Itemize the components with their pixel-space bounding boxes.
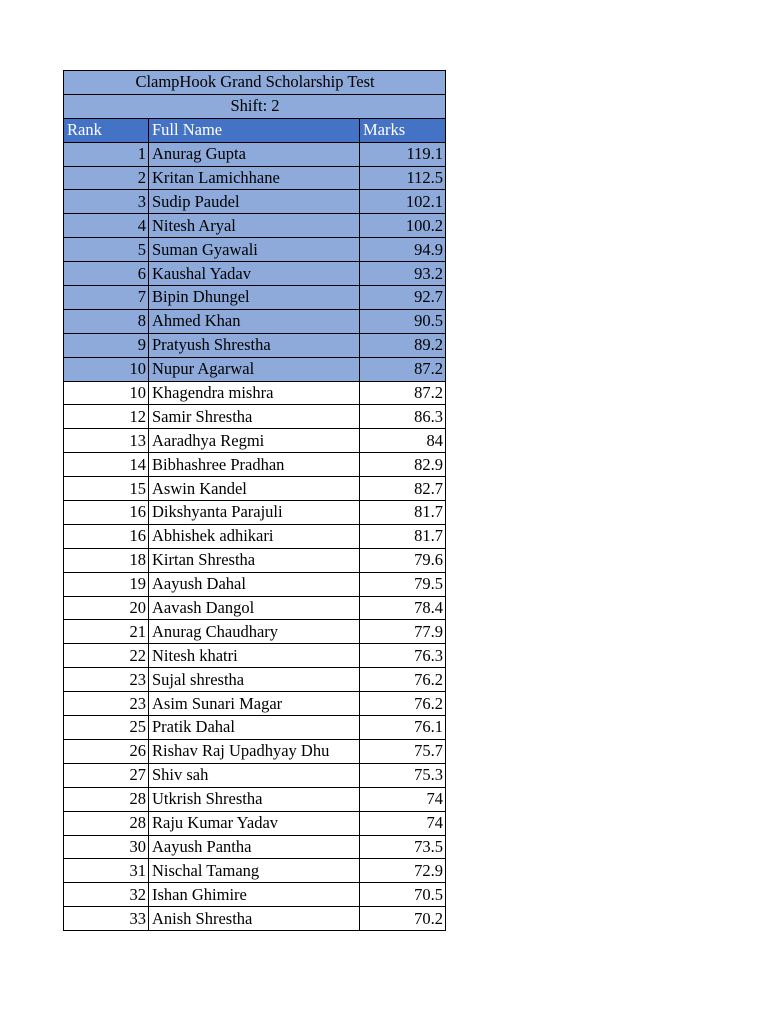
marks-cell: 76.2 [360,692,446,716]
marks-cell: 74 [360,811,446,835]
full-name-cell: Abhishek adhikari [149,524,360,548]
title-row [64,71,446,95]
full-name-cell: Suman Gyawali [149,238,360,262]
marks-cell: 92.7 [360,286,446,310]
rank-cell: 13 [64,429,149,453]
rank-cell: 16 [64,524,149,548]
rank-cell: 25 [64,716,149,740]
table-row [64,429,446,453]
full-name-cell: Sudip Paudel [149,190,360,214]
rank-cell: 20 [64,596,149,620]
table-row [64,357,446,381]
marks-cell: 90.5 [360,309,446,333]
rank-cell: 22 [64,644,149,668]
table-row [64,501,446,525]
full-name-cell: Asim Sunari Magar [149,692,360,716]
marks-cell: 89.2 [360,333,446,357]
rank-cell: 10 [64,357,149,381]
table-row [64,142,446,166]
rank-cell: 15 [64,477,149,501]
rank-cell: 23 [64,668,149,692]
table-row [64,214,446,238]
rank-cell: 30 [64,835,149,859]
rank-cell: 23 [64,692,149,716]
full-name-cell: Aayush Dahal [149,572,360,596]
table-row [64,620,446,644]
full-name-cell: Nischal Tamang [149,859,360,883]
table-row [64,453,446,477]
marks-cell: 76.1 [360,716,446,740]
rank-cell: 16 [64,501,149,525]
rank-cell: 1 [64,142,149,166]
full-name-cell: Kaushal Yadav [149,262,360,286]
marks-cell: 76.3 [360,644,446,668]
marks-cell: 82.7 [360,477,446,501]
marks-cell: 94.9 [360,238,446,262]
sheet-title: ClampHook Grand Scholarship Test [64,71,446,95]
rank-cell: 33 [64,907,149,931]
table-row [64,166,446,190]
rank-cell: 32 [64,883,149,907]
table-row [64,405,446,429]
table-row [64,286,446,310]
full-name-cell: Sujal shrestha [149,668,360,692]
rank-cell: 8 [64,309,149,333]
full-name-cell: Samir Shrestha [149,405,360,429]
table-row [64,309,446,333]
marks-cell: 73.5 [360,835,446,859]
table-row [64,477,446,501]
full-name-cell: Kritan Lamichhane [149,166,360,190]
table-row [64,739,446,763]
marks-cell: 86.3 [360,405,446,429]
marks-cell: 102.1 [360,190,446,214]
results-table [63,70,446,931]
rank-cell: 19 [64,572,149,596]
marks-cell: 87.2 [360,381,446,405]
full-name-cell: Raju Kumar Yadav [149,811,360,835]
full-name-cell: Kirtan Shrestha [149,548,360,572]
table-row [64,190,446,214]
table-row [64,692,446,716]
full-name-cell: Aswin Kandel [149,477,360,501]
marks-cell: 74 [360,787,446,811]
full-name-cell: Khagendra mishra [149,381,360,405]
marks-cell: 75.3 [360,763,446,787]
table-row [64,381,446,405]
table-row [64,716,446,740]
marks-cell: 87.2 [360,357,446,381]
rank-cell: 28 [64,787,149,811]
full-name-cell: Bibhashree Pradhan [149,453,360,477]
rank-cell: 12 [64,405,149,429]
table-row [64,787,446,811]
table-row [64,333,446,357]
full-name-cell: Aaradhya Regmi [149,429,360,453]
rank-cell: 21 [64,620,149,644]
table-row [64,572,446,596]
full-name-cell: Ishan Ghimire [149,883,360,907]
full-name-cell: Nitesh Aryal [149,214,360,238]
table-row [64,763,446,787]
marks-cell: 72.9 [360,859,446,883]
full-name-cell: Nitesh khatri [149,644,360,668]
header-marks: Marks [360,118,446,142]
rank-cell: 4 [64,214,149,238]
full-name-cell: Shiv sah [149,763,360,787]
rank-cell: 6 [64,262,149,286]
marks-cell: 79.6 [360,548,446,572]
full-name-cell: Dikshyanta Parajuli [149,501,360,525]
rank-cell: 5 [64,238,149,262]
table-row [64,644,446,668]
full-name-cell: Pratik Dahal [149,716,360,740]
marks-cell: 82.9 [360,453,446,477]
table-row [64,883,446,907]
table-row [64,859,446,883]
marks-cell: 76.2 [360,668,446,692]
full-name-cell: Rishav Raj Upadhyay Dhu [149,739,360,763]
header-rank: Rank [64,118,149,142]
sheet-subtitle: Shift: 2 [64,94,446,118]
rank-cell: 27 [64,763,149,787]
rank-cell: 28 [64,811,149,835]
table-row [64,835,446,859]
marks-cell: 81.7 [360,501,446,525]
full-name-cell: Pratyush Shrestha [149,333,360,357]
full-name-cell: Utkrish Shrestha [149,787,360,811]
rank-cell: 10 [64,381,149,405]
full-name-cell: Ahmed Khan [149,309,360,333]
full-name-cell: Aavash Dangol [149,596,360,620]
table-row [64,238,446,262]
marks-cell: 78.4 [360,596,446,620]
full-name-cell: Anish Shrestha [149,907,360,931]
marks-cell: 70.2 [360,907,446,931]
header-row [64,118,446,142]
marks-cell: 70.5 [360,883,446,907]
marks-cell: 75.7 [360,739,446,763]
marks-cell: 119.1 [360,142,446,166]
rank-cell: 2 [64,166,149,190]
rank-cell: 18 [64,548,149,572]
rank-cell: 26 [64,739,149,763]
marks-cell: 79.5 [360,572,446,596]
table-row [64,596,446,620]
marks-cell: 77.9 [360,620,446,644]
rank-cell: 3 [64,190,149,214]
results-table-body [64,71,446,931]
table-row [64,811,446,835]
marks-cell: 112.5 [360,166,446,190]
full-name-cell: Nupur Agarwal [149,357,360,381]
full-name-cell: Anurag Gupta [149,142,360,166]
marks-cell: 93.2 [360,262,446,286]
table-row [64,548,446,572]
rank-cell: 7 [64,286,149,310]
table-row [64,907,446,931]
marks-cell: 84 [360,429,446,453]
table-row [64,668,446,692]
rank-cell: 14 [64,453,149,477]
full-name-cell: Bipin Dhungel [149,286,360,310]
table-row [64,262,446,286]
header-full-name: Full Name [149,118,360,142]
marks-cell: 81.7 [360,524,446,548]
marks-cell: 100.2 [360,214,446,238]
full-name-cell: Aayush Pantha [149,835,360,859]
rank-cell: 31 [64,859,149,883]
subtitle-row [64,94,446,118]
table-row [64,524,446,548]
full-name-cell: Anurag Chaudhary [149,620,360,644]
rank-cell: 9 [64,333,149,357]
